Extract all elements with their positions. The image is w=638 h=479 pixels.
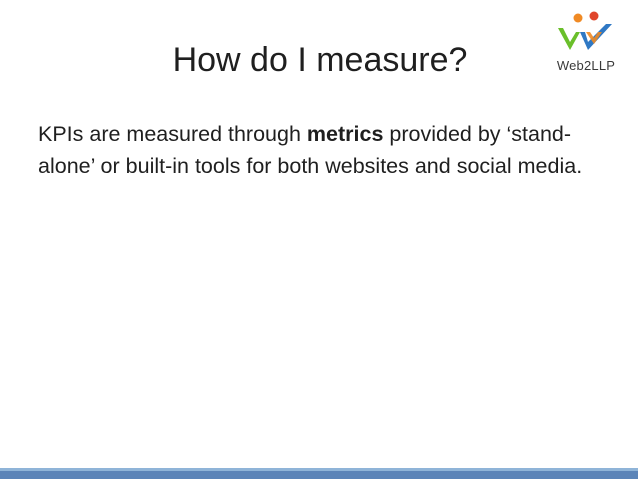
- body-text-bold: metrics: [306, 122, 384, 146]
- body-paragraph: [38, 118, 598, 182]
- web2llp-logo: [548, 8, 624, 76]
- logo-text: Web2LLP: [556, 58, 616, 73]
- body-text-part2: provided by ‘stand-alone’ or built-in tools for both websites and social media.: [38, 122, 583, 178]
- slide-title: How do I measure?: [172, 41, 468, 79]
- web2llp-logo-icon: [556, 10, 616, 56]
- footer-bar: [0, 471, 638, 479]
- body-text-part1: KPIs are measured through: [38, 122, 307, 146]
